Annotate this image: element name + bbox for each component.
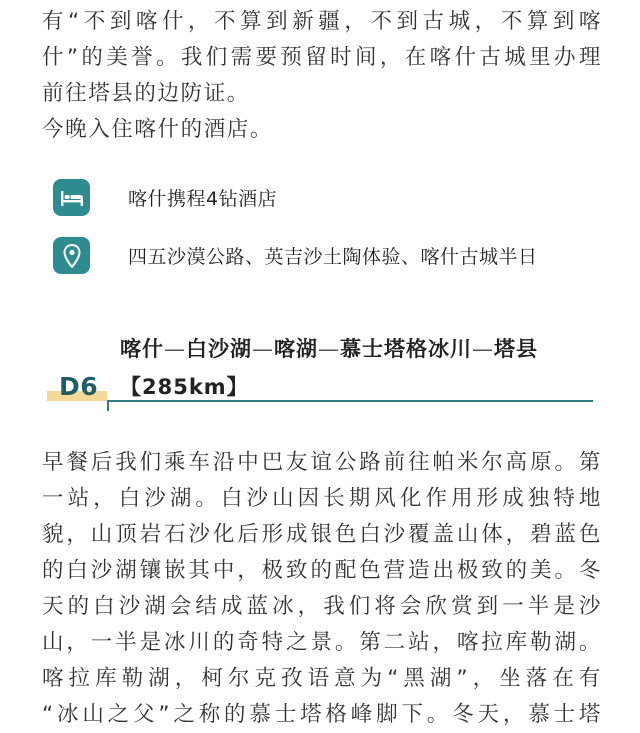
route-stop: 塔县 [494, 337, 538, 361]
spots-info-row [53, 237, 538, 274]
day-route-line-1 [120, 330, 538, 368]
route-separator: — [164, 337, 186, 361]
day-divider-line [107, 400, 593, 402]
text-line: 貌，山顶岩石沙化后形成银色白沙覆盖山体，碧蓝色 [42, 522, 602, 547]
route-stop: 喀什 [120, 337, 164, 361]
text-line: 天的白沙湖会结成蓝冰，我们将会欣赏到一半是沙 [42, 594, 602, 619]
day-description [42, 445, 602, 733]
text-line: “冰山之父”之称的慕士塔格峰脚下。冬天，慕士塔 [42, 702, 602, 727]
location-pin-icon [53, 237, 90, 274]
day-route-title [120, 330, 538, 406]
text-line: 一站，白沙湖。白沙山因长期风化作用形成独特地 [42, 486, 602, 511]
route-separator: — [472, 337, 494, 361]
route-stop: 喀湖 [274, 337, 318, 361]
hotel-text: 喀什携程4钻酒店 [128, 188, 278, 210]
text-line: 山，一半是冰川的奇特之景。第二站，喀拉库勒湖。 [42, 630, 602, 655]
intro-paragraph [42, 4, 602, 148]
bed-icon [53, 179, 90, 216]
spots-text: 四五沙漠公路、英吉沙土陶体验、喀什古城半日 [128, 246, 538, 268]
day-badge: D6 [59, 372, 99, 401]
day-route-line-2: 【285km】 [120, 375, 249, 399]
text-line: 什”的美誉。我们需要预留时间，在喀什古城里办理 [42, 45, 602, 70]
day-divider-tick [107, 400, 109, 411]
text-line: 有“不到喀什，不算到新疆，不到古城，不算到喀 [42, 9, 602, 34]
text-line: 喀拉库勒湖，柯尔克孜语意为“黑湖”，坐落在有 [42, 666, 602, 691]
route-stop: 白沙湖 [186, 337, 252, 361]
text-line: 早餐后我们乘车沿中巴友谊公路前往帕米尔高原。第 [42, 450, 602, 475]
hotel-info-row [53, 179, 277, 216]
text-line: 今晚入住喀什的酒店。 [42, 117, 274, 142]
text-line: 的白沙湖镶嵌其中，极致的配色营造出极致的美。冬 [42, 558, 602, 583]
route-separator: — [318, 337, 340, 361]
route-separator: — [252, 337, 274, 361]
day-header [45, 328, 595, 412]
text-line: 前往塔县的边防证。 [42, 81, 250, 106]
route-stop: 慕士塔格冰川 [340, 337, 472, 361]
